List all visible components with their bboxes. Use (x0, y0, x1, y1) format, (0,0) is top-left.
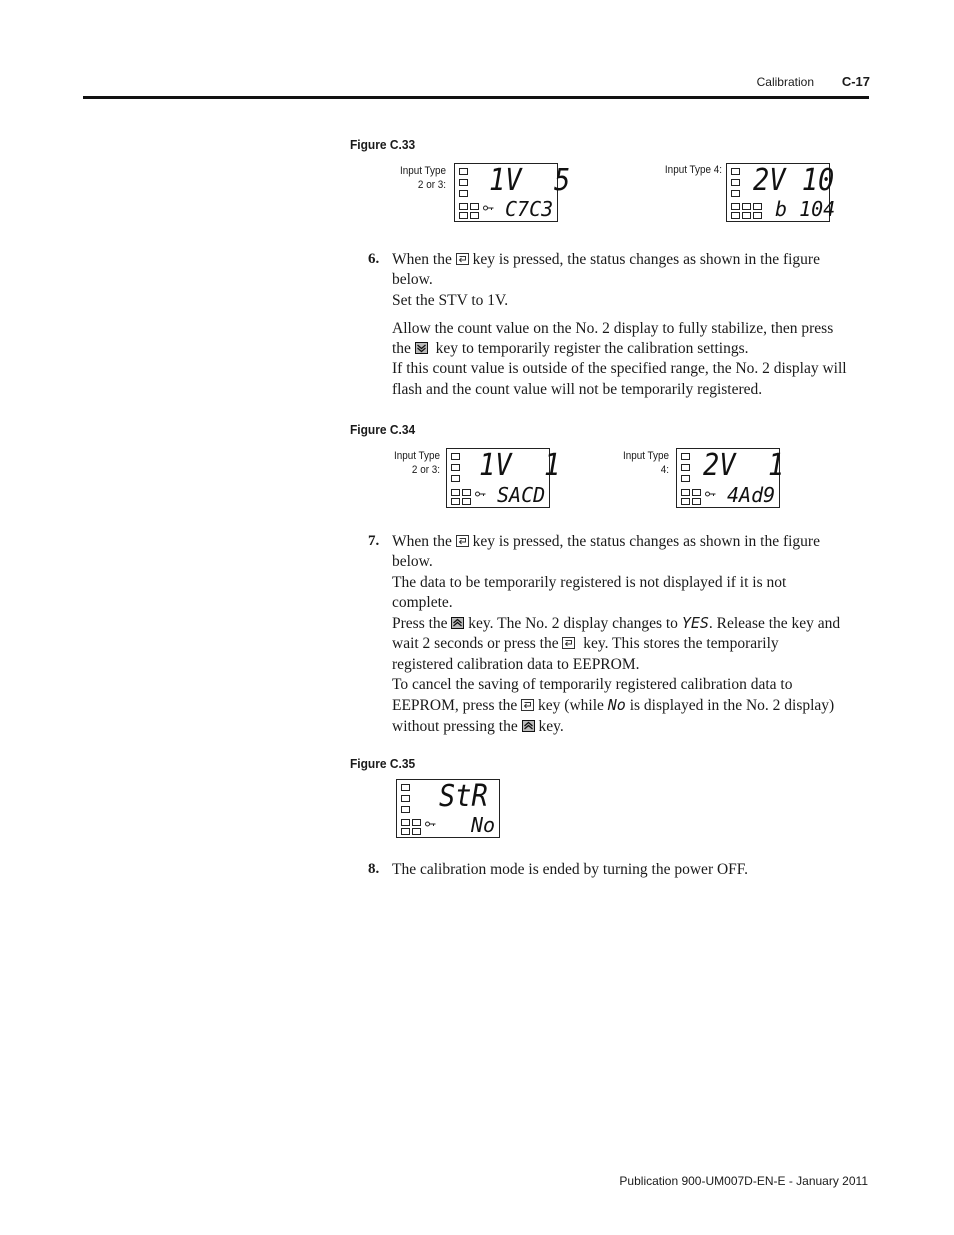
footer-publication: Publication 900-UM007D-EN-E - January 2011 (619, 1174, 868, 1188)
figure-c34-left-display (446, 448, 561, 508)
lcd-no2-value: C7C3 (505, 197, 554, 221)
figure-c33-right-label: Input Type 4: (664, 164, 722, 176)
lcd-no2-value: SACD (497, 483, 546, 507)
figure-c34-right-label: Input Type 4: (622, 450, 669, 476)
figure-c35-title: Figure C.35 (350, 756, 416, 771)
lcd-no2-value: b 104 (775, 197, 836, 221)
figure-c34-title: Figure C.34 (350, 422, 416, 437)
key-icon (705, 491, 716, 497)
up-key-icon (451, 617, 464, 629)
step-7-number: 7. (368, 533, 380, 549)
step-8-text: The calibration mode is ended by turning the power OFF. (392, 861, 749, 878)
key-icon (425, 821, 436, 827)
step-7-text: When the key is pressed, the status changes as shown in the figure below. The data to be temporarily registered is not displayed if it is not complete. Press the key. The No. 2 display changes to YES. Release the key and wait 2 seconds or press the key. This stores the temporarily registered calibration data to EEPROM. To cancel the saving of temporarily registered calibration data to EEPROM, press the key (while No is displayed in the No. 2 display) without pressing the key. (392, 533, 841, 735)
lcd-no2-value: No (471, 813, 496, 837)
lcd-no1-value: 2V 1 (703, 448, 785, 483)
figure-c35-display (396, 779, 500, 838)
key-icon (483, 205, 494, 211)
no-display-text: No (607, 696, 626, 715)
figure-c33-right-display (726, 163, 836, 222)
up-key-icon (522, 720, 535, 732)
lcd-no1-value: 2V 10 (753, 163, 835, 198)
yes-display-text: YES (681, 614, 709, 633)
enter-key-icon (562, 637, 575, 649)
lcd-no1-value: 1V 1 (479, 448, 561, 483)
step-6-number: 6. (368, 251, 380, 267)
header-section-title: Calibration (756, 75, 814, 89)
lcd-no2-value: 4Ad9 (727, 483, 776, 507)
lcd-no1-value: StR (439, 779, 488, 814)
key-icon (475, 491, 486, 497)
lcd-no1-value: 1V 5 (489, 163, 571, 198)
header-page-number: C-17 (841, 74, 870, 89)
enter-key-icon (456, 253, 469, 265)
figure-c33-left-label: Input Type 2 or 3: (399, 165, 446, 191)
figure-c33-left-display (454, 163, 571, 222)
step-6-text: When the key is pressed, the status changes as shown in the figure below. Set the STV to 1V. Allow the count value on the No. 2 display to fully stabilize, then press the key to temporarily register the calibration settings. If this count value is outside of the specified range, the No. 2 display will flash and the count value will not be temporarily registered. (392, 251, 847, 398)
figure-c33-title: Figure C.33 (350, 137, 416, 152)
figure-c34-right-display (676, 448, 785, 508)
header-rule (83, 96, 869, 99)
enter-key-icon (521, 699, 534, 711)
figure-c34-left-label: Input Type 2 or 3: (393, 450, 440, 476)
step-8-number: 8. (368, 861, 380, 877)
enter-key-icon (456, 535, 469, 547)
down-key-icon (415, 342, 428, 354)
